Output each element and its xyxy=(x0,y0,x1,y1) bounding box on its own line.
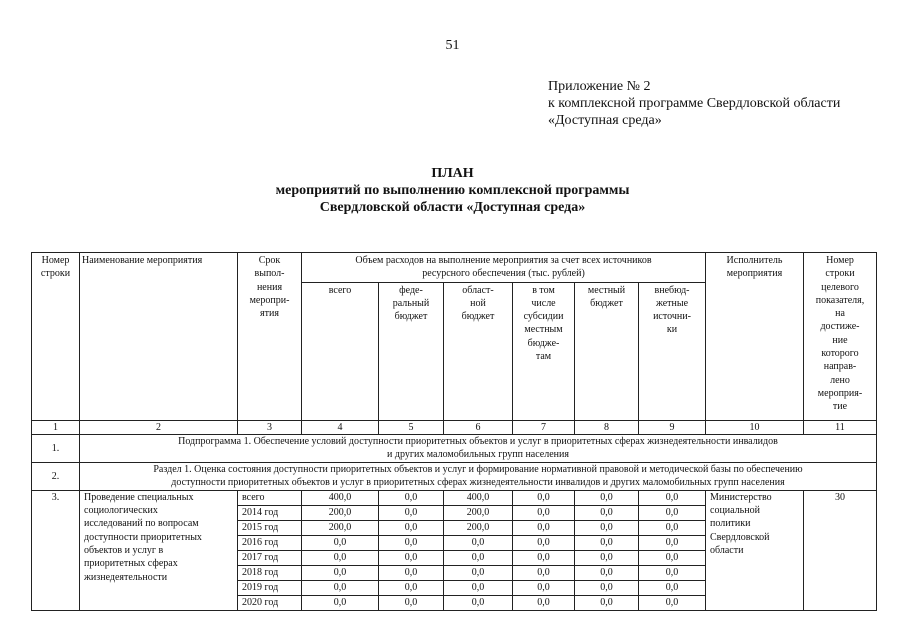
text-line: област- xyxy=(462,284,494,296)
extrabudget-cell: 0,0 xyxy=(639,580,706,595)
subprogram-title-line-1: Подпрограмма 1. Обеспечение условий доступности приоритетных объектов и услуг в приоритетных сферах жизнедеятельности инвалидов xyxy=(178,436,778,448)
column-number: 3 xyxy=(238,420,302,434)
header-total xyxy=(302,282,379,420)
text-line: приоритетных сферах xyxy=(84,558,178,570)
text-line: политики xyxy=(710,518,751,530)
period-cell: 2016 год xyxy=(238,535,302,550)
text-line: строки xyxy=(825,268,855,280)
federal-cell: 0,0 xyxy=(379,490,444,505)
text-line: субсидии xyxy=(523,311,564,323)
text-line: строки xyxy=(40,268,71,280)
regional-cell: 0,0 xyxy=(444,535,513,550)
extrabudget-cell: 0,0 xyxy=(639,565,706,580)
text-line: меропри- xyxy=(249,294,290,306)
text-line: Номер xyxy=(41,255,70,266)
text-line: выпол- xyxy=(254,268,285,280)
text-line: Проведение специальных xyxy=(84,491,194,503)
period-cell: 2018 год xyxy=(238,565,302,580)
subsidies-cell: 0,0 xyxy=(513,580,575,595)
federal-cell: 0,0 xyxy=(379,595,444,610)
plan-title-line-1: ПЛАН xyxy=(431,166,474,181)
column-number: 11 xyxy=(804,420,877,434)
total-cell: 0,0 xyxy=(302,565,379,580)
plan-title xyxy=(0,165,905,216)
text-line: Министерство xyxy=(710,491,772,503)
federal-cell: 0,0 xyxy=(379,505,444,520)
extrabudget-cell: 0,0 xyxy=(639,520,706,535)
regional-cell: 0,0 xyxy=(444,595,513,610)
text-line: доступности приоритетных xyxy=(84,531,202,543)
activity-name xyxy=(80,490,238,610)
activity-executor xyxy=(706,490,804,610)
text-line: ятия xyxy=(260,308,279,320)
text-line: всего xyxy=(328,284,352,296)
text-line: числе xyxy=(531,297,556,309)
text-line: бюджет xyxy=(461,311,495,323)
subsidies-cell: 0,0 xyxy=(513,535,575,550)
column-number: 10 xyxy=(706,420,804,434)
section-title-line-2: доступности приоритетных объектов и услуг в приоритетных сферах жизнедеятельности инвалидов и других маломобильных групп населения xyxy=(171,477,785,489)
subprogram-title-line-2: и других маломобильных групп населения xyxy=(387,449,569,461)
extrabudget-cell: 0,0 xyxy=(639,595,706,610)
subsidies-cell: 0,0 xyxy=(513,490,575,505)
text-line: достиже- xyxy=(820,321,860,333)
text-line: нения xyxy=(256,281,283,293)
period-cell: 2017 год xyxy=(238,550,302,565)
text-line: направ- xyxy=(823,361,857,373)
text-line: на xyxy=(835,308,845,320)
text-line: жетные xyxy=(655,297,689,309)
text-line: бюдже- xyxy=(527,337,560,349)
plan-title-line-2: мероприятий по выполнению комплексной программы xyxy=(275,183,630,198)
period-cell: всего xyxy=(238,490,302,505)
regional-cell: 0,0 xyxy=(444,550,513,565)
local-cell: 0,0 xyxy=(575,505,639,520)
text-line: мероприятия xyxy=(726,268,783,280)
text-line: показателя, xyxy=(815,294,865,306)
regional-cell: 0,0 xyxy=(444,565,513,580)
text-line: лено xyxy=(830,374,850,386)
regional-cell: 200,0 xyxy=(444,520,513,535)
total-cell: 200,0 xyxy=(302,505,379,520)
federal-cell: 0,0 xyxy=(379,520,444,535)
column-number: 5 xyxy=(379,420,444,434)
appendix-block xyxy=(548,78,840,129)
text-line: жизнедеятельности xyxy=(84,571,168,583)
period-cell: 2020 год xyxy=(238,595,302,610)
text-line: тие xyxy=(832,401,848,413)
header-subsidies xyxy=(513,282,575,420)
column-number: 9 xyxy=(639,420,706,434)
local-cell: 0,0 xyxy=(575,535,639,550)
subsidies-cell: 0,0 xyxy=(513,565,575,580)
header-federal xyxy=(379,282,444,420)
text-line: Объем расходов на выполнение мероприятия за счет всех источников xyxy=(355,255,652,266)
subprogram-number: 1. xyxy=(32,434,80,462)
text-line: ки xyxy=(666,324,678,336)
regional-cell: 400,0 xyxy=(444,490,513,505)
section-row xyxy=(32,462,877,490)
text-line: источни- xyxy=(653,311,691,323)
text-line: Номер xyxy=(826,255,854,266)
text-line: ние xyxy=(832,334,848,346)
federal-cell: 0,0 xyxy=(379,580,444,595)
section-title xyxy=(80,462,877,490)
appendix-line-2: к комплексной программе Свердловской области xyxy=(548,96,841,111)
header-local xyxy=(575,282,639,420)
local-cell: 0,0 xyxy=(575,580,639,595)
text-line: ральный xyxy=(392,297,430,309)
local-cell: 0,0 xyxy=(575,550,639,565)
extrabudget-cell: 0,0 xyxy=(639,505,706,520)
activity-number: 3. xyxy=(32,490,80,610)
text-line: там xyxy=(535,351,552,363)
section-number: 2. xyxy=(32,462,80,490)
header-row-top xyxy=(32,253,877,283)
extrabudget-cell: 0,0 xyxy=(639,550,706,565)
text-line: бюджет xyxy=(394,311,428,323)
column-number: 6 xyxy=(444,420,513,434)
total-cell: 0,0 xyxy=(302,550,379,565)
text-line: местным xyxy=(524,324,563,336)
header-extrabudget xyxy=(639,282,706,420)
period-cell: 2014 год xyxy=(238,505,302,520)
text-line: внебюд- xyxy=(654,284,690,296)
page-number: 51 xyxy=(445,38,460,53)
activity-row xyxy=(32,490,877,505)
column-number: 1 xyxy=(32,420,80,434)
text-line: Срок xyxy=(258,255,281,266)
total-cell: 400,0 xyxy=(302,490,379,505)
regional-cell: 0,0 xyxy=(444,580,513,595)
total-cell: 200,0 xyxy=(302,520,379,535)
column-number: 8 xyxy=(575,420,639,434)
period-cell: 2015 год xyxy=(238,520,302,535)
text-line: бюджет xyxy=(590,297,623,309)
period-cell: 2019 год xyxy=(238,580,302,595)
text-line: объектов и услуг в xyxy=(84,545,164,557)
text-line: в том xyxy=(532,284,555,296)
local-cell: 0,0 xyxy=(575,490,639,505)
subprogram-title xyxy=(80,434,877,462)
text-line: социологических xyxy=(84,505,158,517)
header-term xyxy=(238,253,302,421)
federal-cell: 0,0 xyxy=(379,565,444,580)
regional-cell: 200,0 xyxy=(444,505,513,520)
text-line: исследований по вопросам xyxy=(84,518,199,530)
text-line: Свердловской xyxy=(710,531,770,543)
plan-title-line-3: Свердловской области «Доступная среда» xyxy=(319,200,586,215)
text-line: целевого xyxy=(821,281,859,293)
text-line: мероприя- xyxy=(817,387,863,399)
extrabudget-cell: 0,0 xyxy=(639,490,706,505)
column-number: 4 xyxy=(302,420,379,434)
text-line: ной xyxy=(470,297,486,309)
text-line: которого xyxy=(821,348,859,360)
subsidies-cell: 0,0 xyxy=(513,595,575,610)
header-indicator xyxy=(804,253,877,421)
section-title-line-1: Раздел 1. Оценка состояния доступности приоритетных объектов и услуг и формирование нормативной правовой и методической базы по обеспечению xyxy=(153,464,803,476)
total-cell: 0,0 xyxy=(302,595,379,610)
local-cell: 0,0 xyxy=(575,565,639,580)
subsidies-cell: 0,0 xyxy=(513,505,575,520)
text-line: местный xyxy=(587,284,626,296)
header-volume xyxy=(302,253,706,283)
text-line: Исполнитель xyxy=(726,255,783,266)
total-cell: 0,0 xyxy=(302,535,379,550)
federal-cell: 0,0 xyxy=(379,535,444,550)
appendix-line-3: «Доступная среда» xyxy=(548,113,662,128)
text-line: феде- xyxy=(399,284,423,296)
header-name xyxy=(80,253,238,421)
column-numbers-row xyxy=(32,420,877,434)
text-line: ресурсного обеспечения (тыс. рублей) xyxy=(422,268,585,280)
total-cell: 0,0 xyxy=(302,580,379,595)
header-executor xyxy=(706,253,804,421)
local-cell: 0,0 xyxy=(575,520,639,535)
text-line: области xyxy=(710,545,744,557)
text-line: Наименование мероприятия xyxy=(82,255,203,266)
subsidies-cell: 0,0 xyxy=(513,550,575,565)
subsidies-cell: 0,0 xyxy=(513,520,575,535)
header-regional xyxy=(444,282,513,420)
subprogram-row xyxy=(32,434,877,462)
appendix-line-1: Приложение № 2 xyxy=(548,79,651,94)
column-number: 2 xyxy=(80,420,238,434)
federal-cell: 0,0 xyxy=(379,550,444,565)
header-row-number xyxy=(32,253,80,421)
plan-table xyxy=(31,252,877,611)
text-line: социальной xyxy=(710,505,760,517)
column-number: 7 xyxy=(513,420,575,434)
extrabudget-cell: 0,0 xyxy=(639,535,706,550)
activity-indicator: 30 xyxy=(804,490,877,610)
local-cell: 0,0 xyxy=(575,595,639,610)
